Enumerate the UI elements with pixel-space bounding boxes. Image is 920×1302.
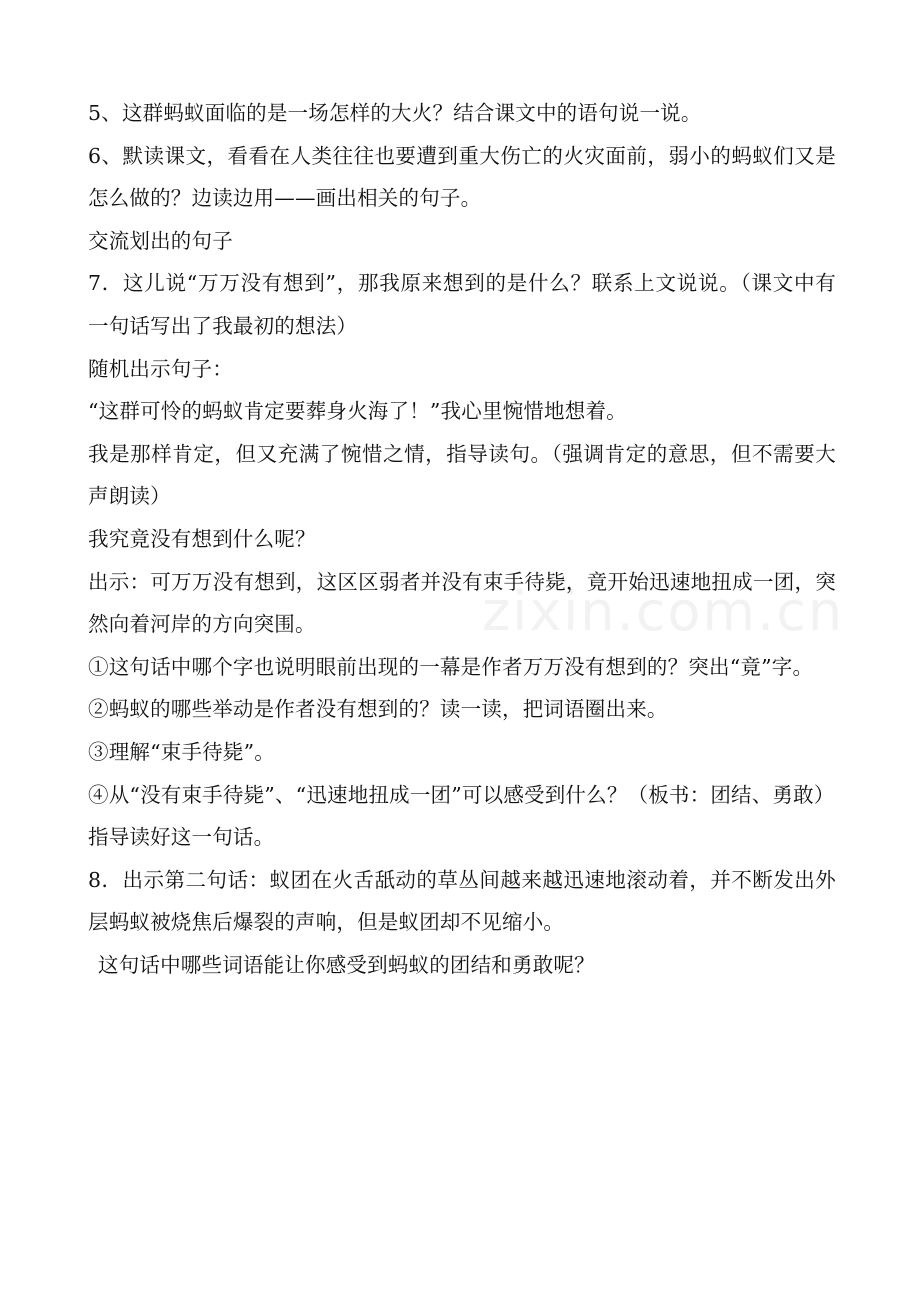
sub-question-2: ②蚂蚁的哪些举动是作者没有想到的？读一读，把词语圈出来。 — [88, 697, 668, 722]
question-5: 5、这群蚂蚁面临的是一场怎样的大火？结合课文中的语句说一说。 — [88, 101, 702, 125]
sub-question-1: ①这句话中哪个字也说明眼前出现的一幕是作者万万没有想到的？突出“竟”字。 — [88, 654, 814, 679]
reading-instruction: 指导读好这一句话。 — [88, 825, 275, 850]
question-8: 8．出示第二句话：蚁团在火舌舐动的草丛间越来越迅速地滚动着，并不断发出外层蚂蚁被烧焦后爆裂的声响，但是蚁团却不见缩小。 — [88, 867, 836, 935]
displayed-sentence: 出示：可万万没有想到，这区区弱者并没有束手待毙，竟开始迅速地扭成一团，突然向着河岸的方向突围。 — [88, 569, 836, 637]
watermark: zixin.com.cn — [482, 580, 845, 643]
quoted-sentence: “这群可怜的蚂蚁肯定要葬身火海了！”我心里惋惜地想着。 — [88, 399, 627, 424]
document-body — [88, 92, 836, 986]
follow-up-question: 我究竟没有想到什么呢？ — [88, 526, 316, 551]
sub-question-3: ③理解“束手待毙”。 — [88, 739, 275, 764]
final-question: 这句话中哪些词语能让你感受到蚂蚁的团结和勇敢呢？ — [98, 952, 595, 977]
discussion-note: 交流划出的句子 — [88, 228, 233, 253]
question-7: 7．这儿说“万万没有想到”，那我原来想到的是什么？联系上文说说。（课文中有一句话写出了我最初的想法） — [88, 271, 836, 338]
sub-question-4: ④从“没有束手待毙”、“迅速地扭成一团”可以感受到什么？（板书：团结、勇敢） — [88, 782, 835, 807]
question-6: 6、默读课文，看看在人类往往也要遭到重大伤亡的火灾面前，弱小的蚂蚁们又是怎么做的？边读边用——画出相关的句子。 — [88, 143, 836, 211]
reading-guidance: 我是那样肯定，但又充满了惋惜之情，指导读句。（强调肯定的意思，但不需要大声朗读） — [88, 441, 836, 509]
show-sentence-note: 随机出示句子： — [88, 356, 233, 381]
